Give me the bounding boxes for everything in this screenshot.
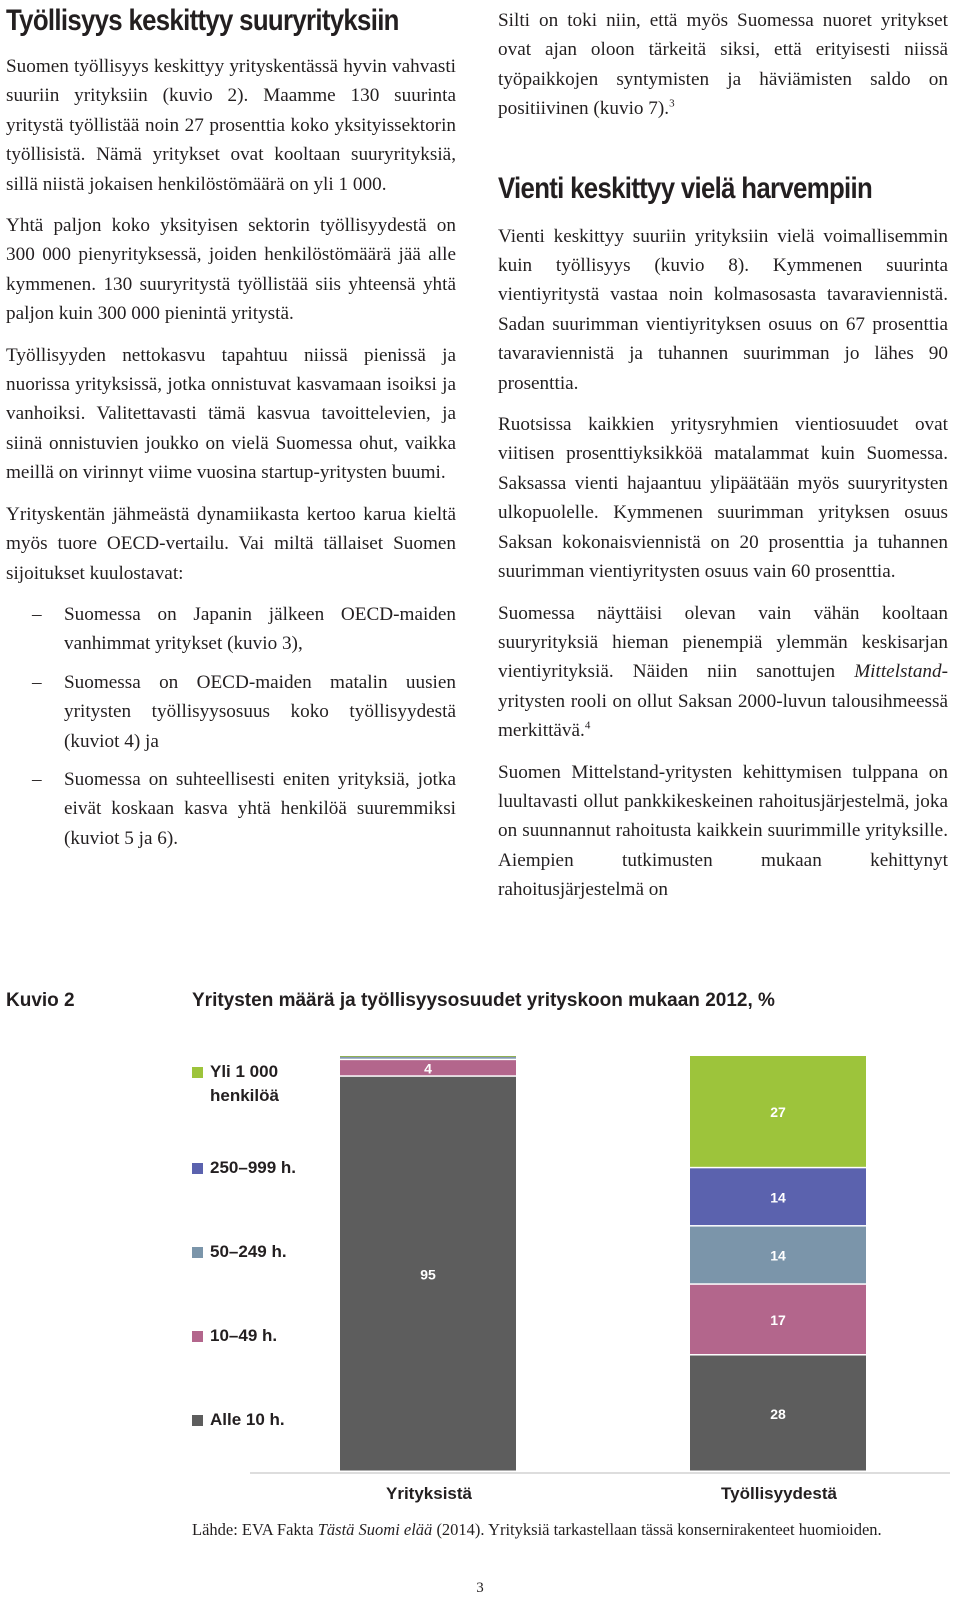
legend-label: Yli 1 000 henkilöä — [210, 1062, 279, 1105]
paragraph-text: Suomessa näyttäisi olevan vain vähän kooltaan suuryrityksiä hieman pienempiä ylemmän keskisarjan vientiyrityksiä. Näiden niin sanottujen — [498, 602, 948, 683]
footnote-ref: 4 — [584, 719, 591, 732]
legend-item-250-999 — [192, 1156, 296, 1180]
paragraph: Yhtä paljon koko yksityisen sektorin työllisyydestä on 300 000 pienyrityksessä, joiden henkilöstömäärä jää alle kymmenen. 130 suuryritystä työllistää siis yhteensä yhtä paljon kuin 300 000 pienintä yritystä. — [6, 215, 456, 325]
legend-swatch — [192, 1415, 203, 1426]
data-label: 17 — [770, 1312, 786, 1329]
data-label: 27 — [770, 1104, 786, 1121]
legend-label: 250–999 h. — [210, 1158, 297, 1177]
legend-swatch — [192, 1067, 203, 1078]
page-number: 3 — [476, 1580, 484, 1596]
data-label: 95 — [420, 1266, 436, 1283]
paragraph-text: -yritysten rooli on ollut Saksan 2000-luvun talousihmeessä merkittävä. — [498, 661, 948, 742]
section-heading-export: Vienti keskittyy vielä harvempiin — [498, 171, 873, 205]
list-dash: – — [32, 603, 42, 625]
source-title: Tästä Suomi elää — [317, 1520, 433, 1539]
paragraph: Ruotsissa kaikkien yritysryhmien vientiosuudet ovat viitisen prosenttiyksikköä matalammat kuin Suomessa. Saksassa vienti hajaantuu ylipäätään myös suuryritysten ulkopuolelle. Kymmenen suurimman yrityksen osuus Saksan kokonaisviennistä on 20 prosenttia ja tuhannen suurimman vientiyritysten osuus vain 60 prosenttia. — [498, 414, 948, 583]
x-tick-label: Työllisyydestä — [721, 1484, 837, 1503]
bar-segment — [340, 1056, 516, 1057]
x-tick-label: Yrityksistä — [386, 1484, 472, 1503]
legend-label: Alle 10 h. — [210, 1410, 285, 1429]
list-dash: – — [32, 768, 42, 790]
list-dash: – — [32, 671, 42, 693]
section-heading-employment: Työllisyys keskittyy suuryrityksiin — [6, 4, 399, 37]
legend-item-50-249 — [192, 1240, 287, 1264]
bar-segment — [340, 1057, 516, 1058]
legend-item-large — [192, 1060, 310, 1108]
paragraph: Yrityskentän jähmeästä dynamiikasta kertoo karua kieltä myös tuore OECD-vertailu. Vai miltä tällaiset Suomen sijoitukset kuulostavat: — [6, 503, 456, 584]
paragraph-text: Silti on toki niin, että myös Suomessa nuoret yritykset ovat ajan oloon tärkeitä siksi, että erityisesti niissä työpaikkojen syntymisten ja häviämisten saldo on positiivinen (kuvio 7). — [498, 10, 948, 120]
legend-label: 50–249 h. — [210, 1242, 287, 1261]
list-item-text: Suomessa on OECD-maiden matalin uusien yritysten työllisyysosuus koko työllisyydestä (kuviot 4) ja — [64, 671, 456, 752]
italic-term: Mittelstand — [854, 661, 942, 683]
figure-label: Kuvio 2 — [6, 990, 75, 1011]
paragraph: Työllisyyden nettokasvu tapahtuu niissä pienissä ja nuorissa yrityksissä, jotka onnistuvat kasvamaan isoiksi ja vanhoiksi. Valitettavasti tämä kasvua tavoittelevien, ja siinä onnistuvien joukko on vielä Suomessa ohut, vaikka meillä on virinnyt viime vuosina startup-yritysten buumi. — [6, 344, 456, 484]
data-label: 4 — [424, 1060, 432, 1077]
source-text: (2014). Yrityksiä tarkastellaan tässä konsernirakenteet huomioiden. — [432, 1520, 882, 1539]
footnote-ref: 3 — [669, 97, 675, 110]
paragraph: Vienti keskittyy suuriin yrityksiin vielä voimallisemmin kuin työllisyys (kuvio 8). Kymmenen suurinta vientiyritystä vastaa noin kolmasosasta tavaraviennistä. Sadan suurimman vientiyrityksen osuus on 67 prosenttia tavaraviennistä ja tuhannen suurimman jo lähes 90 prosenttia. — [498, 225, 948, 394]
legend-item-10-49 — [192, 1324, 277, 1348]
list-item-text: Suomessa on suhteellisesti eniten yrityksiä, jotka eivät koskaan kasva yhtä henkilöä suuremmiksi (kuviot 5 ja 6). — [64, 768, 456, 849]
figure-title: Yritysten määrä ja työllisyysosuudet yrityskoon mukaan 2012, % — [192, 990, 775, 1011]
data-label: 14 — [770, 1247, 786, 1264]
legend-item-under-10 — [192, 1408, 285, 1432]
legend-swatch — [192, 1247, 203, 1258]
data-label: 14 — [770, 1189, 786, 1206]
paragraph: Suomen työllisyys keskittyy yrityskentässä hyvin vahvasti suuriin yrityksiin (kuvio 2). Maamme 130 suurinta yritystä työllistää noin 27 prosenttia koko yksityissektorin työllisistä. Nämä yritykset ovat kooltaan suuryrityksiä, sillä niistä jokaisen henkilöstömäärä on yli 1 000. — [6, 56, 456, 195]
paragraph: Suomen Mittelstand-yritysten kehittymisen tulppana on luultavasti ollut pankkikeskeinen rahoitusjärjestelmä, joka on suunnannut rahoitusta kaikkein suurimmille yrityksille. Aiempien tutkimusten mukaan kehittynyt rahoitusjärjestelmä on — [498, 761, 948, 901]
legend-label: 10–49 h. — [210, 1326, 278, 1345]
list-item-text: Suomessa on Japanin jälkeen OECD-maiden vanhimmat yritykset (kuvio 3), — [64, 603, 456, 655]
source-text: Lähde: EVA Fakta — [192, 1520, 318, 1539]
legend-swatch — [192, 1331, 203, 1342]
data-label: 28 — [770, 1405, 786, 1422]
legend-swatch — [192, 1163, 203, 1174]
figure-source — [192, 1520, 882, 1540]
